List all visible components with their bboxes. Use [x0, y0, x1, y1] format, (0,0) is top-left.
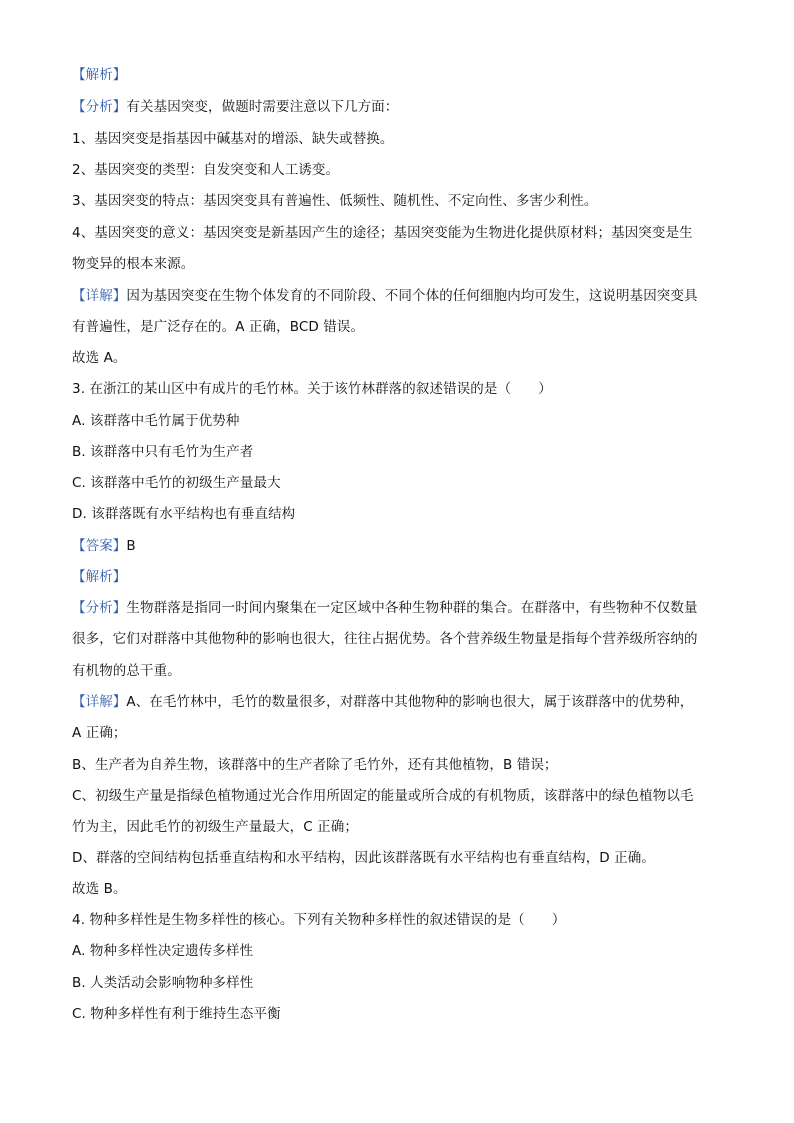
question-3-xiangjie-b: B、生产者为自养生物，该群落中的生产者除了毛竹外，还有其他植物，B 错误； — [72, 757, 558, 773]
analysis-point-4-line-1: 4、基因突变的意义：基因突变是新基因产生的途径；基因突变能为生物进化提供原材料；基因突变是生 — [72, 225, 693, 241]
question-4-stem: 4. 物种多样性是生物多样性的核心。下列有关物种多样性的叙述错误的是（ ） — [72, 912, 566, 928]
choose-answer: 故选 A。 — [72, 350, 127, 366]
question-4-option-a: A. 物种多样性决定遗传多样性 — [72, 943, 254, 959]
question-3-option-c: C. 该群落中毛竹的初级生产量最大 — [72, 475, 281, 491]
question-3-stem: 3. 在浙江的某山区中有成片的毛竹林。关于该竹林群落的叙述错误的是（ ） — [72, 381, 552, 397]
question-3-fenxi-line-2: 很多，它们对群落中其他物种的影响也很大，往往占据优势。各个营养级生物量是指每个营养级所容纳的 — [72, 631, 698, 647]
fenxi-label: 【分析】 — [72, 600, 127, 616]
question-3-option-d: D. 该群落既有水平结构也有垂直结构 — [72, 506, 296, 522]
fenxi-label: 【分析】 — [72, 99, 127, 115]
question-3-fenxi-line-3: 有机物的总干重。 — [72, 663, 181, 679]
xiangjie-line-2: 有普遍性，是广泛存在的。A 正确，BCD 错误。 — [72, 319, 365, 335]
analysis-point-2: 2、基因突变的类型：自发突变和人工诱变。 — [72, 162, 340, 178]
analysis-label: 【解析】 — [72, 67, 127, 83]
question-4-option-b: B. 人类活动会影响物种多样性 — [72, 975, 254, 991]
question-3-fenxi-line-1 — [72, 598, 734, 618]
fenxi-text: 生物群落是指同一时间内聚集在一定区域中各种生物种群的集合。在群落中，有些物种不仅数量 — [126, 600, 698, 616]
question-3-xiangjie-a-line-1 — [72, 692, 734, 712]
question-3-option-a: A. 该群落中毛竹属于优势种 — [72, 413, 240, 429]
xiangjie-label: 【详解】 — [72, 288, 127, 304]
answer-label: 【答案】 — [72, 538, 127, 554]
xiangjie-text: A、在毛竹林中，毛竹的数量很多，对群落中其他物种的影响也很大，属于该群落中的优势种， — [126, 694, 694, 710]
question-3-xiangjie-d: D、群落的空间结构包括垂直结构和水平结构，因此该群落既有水平结构也有垂直结构，D 正确。 — [72, 850, 655, 866]
question-3-answer-line — [72, 536, 734, 556]
question-3-xiangjie-c-line-2: 竹为主，因此毛竹的初级生产量最大，C 正确； — [72, 819, 358, 835]
question-3-analysis-label: 【解析】 — [72, 569, 127, 585]
analysis-point-1: 1、基因突变是指基因中碱基对的增添、缺失或替换。 — [72, 131, 394, 147]
question-3-choose-answer: 故选 B。 — [72, 881, 127, 897]
question-3-option-b: B. 该群落中只有毛竹为生产者 — [72, 444, 254, 460]
xiangjie-line-1 — [72, 286, 734, 306]
question-3-xiangjie-a-line-2: A 正确； — [72, 725, 127, 741]
xiangjie-text: 因为基因突变在生物个体发育的不同阶段、不同个体的任何细胞内均可发生，这说明基因突变具 — [126, 288, 698, 304]
xiangjie-label: 【详解】 — [72, 694, 127, 710]
question-4-option-c: C. 物种多样性有利于维持生态平衡 — [72, 1006, 281, 1022]
analysis-point-3: 3、基因突变的特点：基因突变具有普遍性、低频性、随机性、不定向性、多害少利性。 — [72, 193, 598, 209]
analysis-point-4-line-2: 物变异的根本来源。 — [72, 256, 195, 272]
question-3-xiangjie-c-line-1: C、初级生产量是指绿色植物通过光合作用所固定的能量或所合成的有机物质，该群落中的绿色植物以毛 — [72, 788, 694, 804]
answer-value: B — [126, 538, 136, 554]
analysis-fenxi-line — [72, 97, 734, 117]
fenxi-text: 有关基因突变，做题时需要注意以下几方面： — [126, 99, 399, 115]
